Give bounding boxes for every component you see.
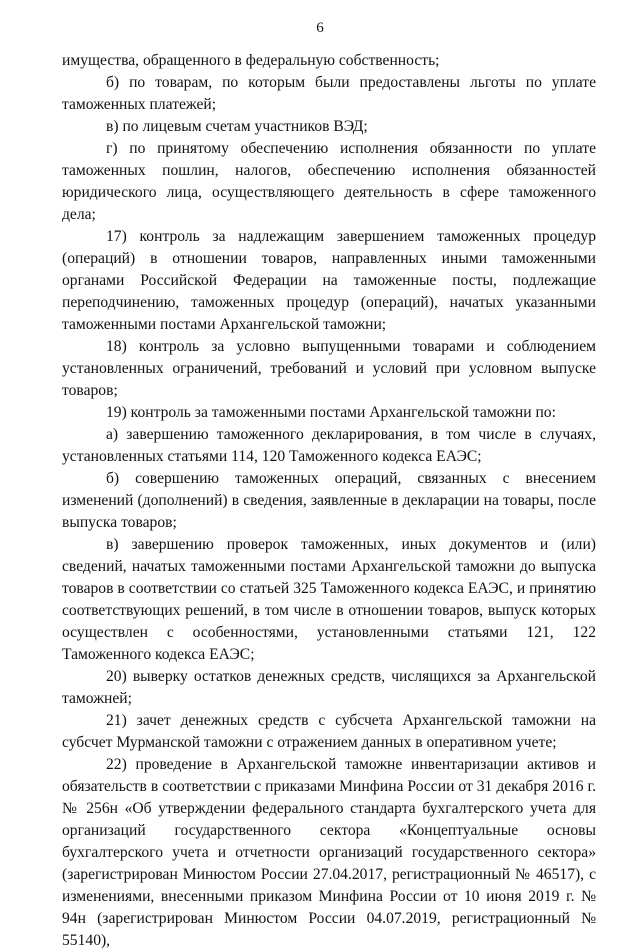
paragraph-21: 21) зачет денежных средств с субсчета Архангельской таможни на субсчет Мурманской таможни с отражением данных в оперативном учете; — [62, 712, 596, 751]
paragraph-item-b-benefits: б) по товарам, по которым были предоставлены льготы по уплате таможенных платежей; — [62, 74, 596, 113]
page-number: 6 — [316, 20, 324, 36]
paragraph-19: 19) контроль за таможенными постами Архангельской таможни по: — [106, 404, 556, 421]
paragraph-19-v: в) завершению проверок таможенных, иных документов и (или) сведений, начатых таможенными постами Архангельской таможни до выпуска товаров в соответствии со статьей 325 Таможенного кодекса ЕАЭС, и принятию соответствующих решений, в том числе в отношении товаров, выпуск которых осуществлен с особенностями, установленными статьями 121, 122 Таможенного кодекса ЕАЭС; — [62, 536, 596, 663]
paragraph-18: 18) контроль за условно выпущенными товарами и соблюдением установленных ограничений, требований и условий при условном выпуске товаров; — [62, 338, 596, 399]
document-body — [62, 50, 596, 952]
paragraph-item-g-security: г) по принятому обеспечению исполнения обязанности по уплате таможенных пошлин, налогов, обеспечению исполнения обязанностей юридического лица, осуществляющего деятельность в сфере таможенного дела; — [62, 140, 596, 223]
paragraph-22: 22) проведение в Архангельской таможне инвентаризации активов и обязательств в соответствии с приказами Минфина России от 31 декабря 2016 г. № 256н «Об утверждении федерального стандарта бухгалтерского учета для организаций государственного сектора «Концептуальные основы бухгалтерского учета и отчетности организаций государственного сектора» (зарегистрирован Минюстом России 27.04.2017, регистрационный № 46517), с изменениями, внесенными приказом Минфина России от 10 июня 2019 г. № 94н (зарегистрирован Минюстом России 04.07.2019, регистрационный № 55140), — [62, 756, 596, 949]
paragraph-20: 20) выверку остатков денежных средств, числящихся за Архангельской таможней; — [62, 668, 596, 707]
paragraph-19-a: а) завершению таможенного декларирования, в том числе в случаях, установленных статьями 114, 120 Таможенного кодекса ЕАЭС; — [62, 426, 596, 465]
paragraph-19-b: б) совершению таможенных операций, связанных с внесением изменений (дополнений) в сведения, заявленные в декларации на товары, после выпуска товаров; — [62, 470, 596, 531]
paragraph-17: 17) контроль за надлежащим завершением таможенных процедур (операций) в отношении товаров, направленных иными таможенными органами Российской Федерации на таможенные посты, подлежащие переподчинению, таможенных процедур (операций), начатых указанными таможенными постами Архангельской таможни; — [62, 228, 596, 333]
paragraph-item-v-accounts: в) по лицевым счетам участников ВЭД; — [106, 118, 368, 135]
paragraph-continuation: имущества, обращенного в федеральную собственность; — [62, 52, 440, 69]
